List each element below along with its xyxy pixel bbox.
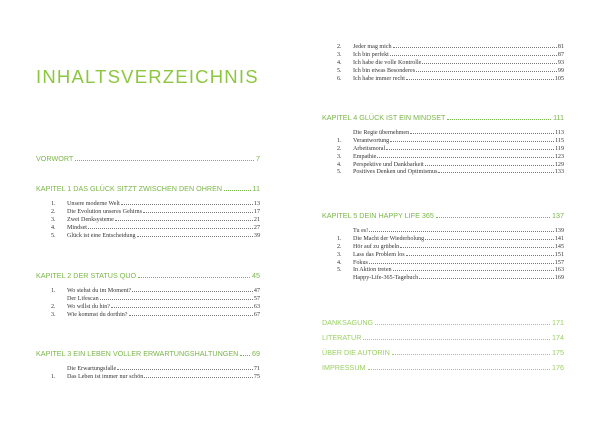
toc-entry[interactable]: 5. Ich bin etwas Besonderes 99 [337, 67, 564, 74]
kapitel-2-block [36, 271, 260, 320]
toc-entry[interactable]: Die Erwartungsfalle 71 [67, 366, 260, 372]
toc-entry[interactable]: 4. Ich habe die volle Kontrolle 93 [337, 59, 564, 66]
toc-chapter-1[interactable]: KAPITEL 1 DAS GLÜCK SITZT ZWISCHEN DEN OHREN 11 [36, 184, 260, 193]
back-matter-block [322, 318, 564, 374]
toc-entry[interactable]: 4. Mindset 27 [51, 224, 260, 231]
kapitel-5-block [322, 211, 564, 283]
right-page [300, 0, 600, 434]
toc-entry[interactable]: Tu es! 139 [353, 228, 564, 234]
toc-entry[interactable]: Die Regie übernehmen 113 [353, 130, 564, 136]
kapitel-3-block [36, 349, 260, 382]
toc-chapter-5[interactable]: KAPITEL 5 DEIN HAPPY LIFE 365 137 [322, 211, 564, 220]
toc-entry[interactable]: 3. Lass das Problem los 151 [337, 251, 564, 258]
kapitel-1-entries [51, 201, 260, 240]
toc-impressum[interactable]: IMPRESSUM 176 [322, 363, 564, 372]
toc-chapter-2[interactable]: KAPITEL 2 DER STATUS QUO 45 [36, 271, 260, 280]
kapitel-4-block [322, 113, 564, 177]
toc-entry[interactable]: 6. Ich habe immer recht 105 [337, 75, 564, 82]
kapitel-5-entries [337, 228, 564, 283]
kapitel-1-block [36, 184, 260, 240]
toc-danksagung[interactable]: DANKSAGUNG 171 [322, 318, 564, 327]
toc-entry[interactable]: Happy-Life-365-Tagebuch 169 [353, 275, 564, 282]
toc-entry[interactable]: 1. Verantwortung 115 [337, 137, 564, 144]
toc-title: INHALTSVERZEICHNIS [36, 66, 259, 87]
toc-entry[interactable]: 3. Zwei Denksysteme 21 [51, 216, 260, 223]
toc-chapter-vorwort[interactable]: VORWORT 7 [36, 154, 260, 163]
toc-literatur[interactable]: LITERATUR 174 [322, 333, 564, 342]
toc-entry[interactable]: 1. Das Leben ist immer nur schön 75 [51, 373, 260, 380]
toc-entry[interactable]: 3. Wie kommst du dorthin? 67 [51, 311, 260, 318]
toc-entry[interactable]: 3. Ich bin perfekt 87 [337, 51, 564, 58]
toc-chapter-4[interactable]: KAPITEL 4 GLÜCK IST EIN MINDSET 111 [322, 113, 564, 122]
toc-entry[interactable]: 1. Unsere moderne Welt 13 [51, 201, 260, 207]
toc-entry[interactable]: 5. Glück ist eine Entscheidung 39 [51, 232, 260, 239]
toc-entry[interactable]: 5. In Aktion treten 163 [337, 267, 564, 274]
toc-entry[interactable]: 5. Positives Denken und Optimismus 133 [337, 169, 564, 176]
toc-entry[interactable]: 4. Fokus 157 [337, 259, 564, 266]
toc-chapter-3[interactable]: KAPITEL 3 EIN LEBEN VOLLER ERWARTUNGSHALTUNGEN 69 [36, 349, 260, 358]
toc-entry[interactable]: Der Lifescan 57 [67, 295, 260, 302]
vorwort-block [36, 154, 260, 165]
toc-entry[interactable]: 2. Hör auf zu grübeln 145 [337, 243, 564, 250]
toc-entry[interactable]: 3. Empathie 123 [337, 153, 564, 160]
kapitel-3-continued-entries [337, 44, 564, 83]
toc-entry[interactable]: 2. Die Evolution unseres Gehirns 17 [51, 208, 260, 215]
toc-entry[interactable]: 2. Wo willst du hin? 63 [51, 303, 260, 310]
toc-entry[interactable]: 2. Arbeitsmoral 119 [337, 145, 564, 152]
toc-entry[interactable]: 2. Jeder mag mich 81 [337, 44, 564, 50]
toc-entry[interactable]: 4. Perspektive und Dankbarkeit 129 [337, 161, 564, 168]
toc-entry[interactable]: 1. Die Macht der Wiederholung 141 [337, 235, 564, 242]
kapitel-3-entries [51, 366, 260, 382]
kapitel-2-entries [51, 288, 260, 320]
toc-entry[interactable]: 1. Wo stehst du im Moment? 47 [51, 288, 260, 294]
kapitel-4-entries [337, 130, 564, 177]
toc-ueber-die-autorin[interactable]: ÜBER DIE AUTORIN 175 [322, 348, 564, 357]
